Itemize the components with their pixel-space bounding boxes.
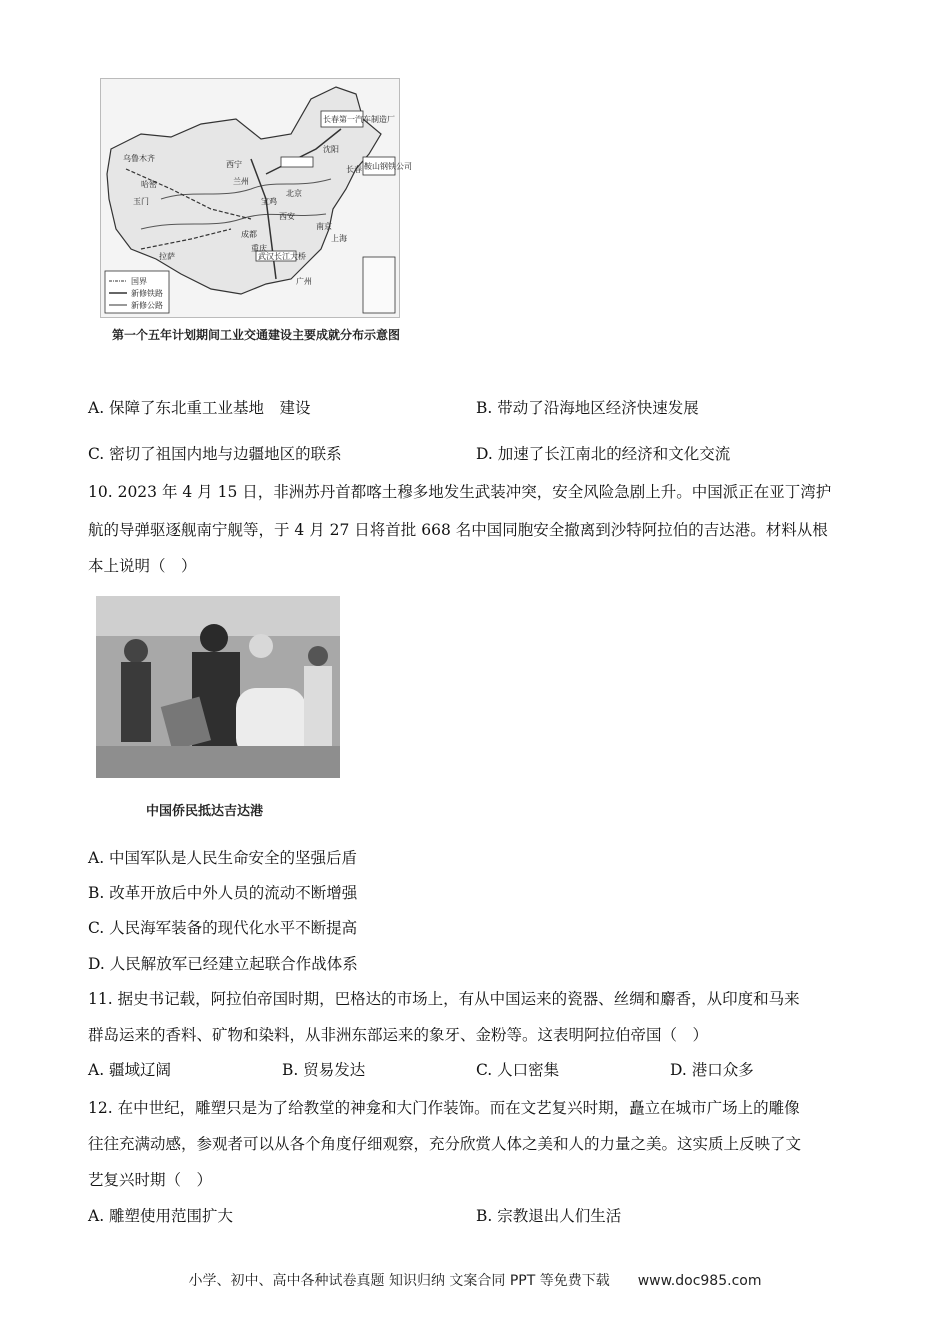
map-label: 乌鲁木齐 xyxy=(123,154,155,163)
q9-option-d: D. 加速了长江南北的经济和文化交流 xyxy=(476,445,731,463)
q10-option-d: D. 人民解放军已经建立起联合作战体系 xyxy=(88,955,358,973)
map-label: 哈密 xyxy=(141,180,157,189)
map-figure xyxy=(100,78,412,318)
map-label: 玉门 xyxy=(133,197,149,206)
q11-option-b: B. 贸易发达 xyxy=(282,1061,366,1079)
china-map-illustration xyxy=(101,79,412,317)
q10-stem-line2: 航的导弹驱逐舰南宁舰等，于 4 月 27 日将首批 668 名中国同胞安全撤离到沙特阿拉伯的吉达港。材料从根 xyxy=(88,521,828,539)
legend-label: 新修铁路 xyxy=(131,289,163,298)
map-label: 拉萨 xyxy=(159,252,175,261)
q9-option-a: A. 保障了东北重工业基地 建设 xyxy=(88,399,311,417)
q11-option-d: D. 港口众多 xyxy=(670,1061,754,1079)
map-label: 长春 xyxy=(346,165,362,174)
q12-stem-line1: 12. 在中世纪，雕塑只是为了给教堂的神龛和大门作装饰。而在文艺复兴时期，矗立在城市广场上的雕像 xyxy=(88,1099,800,1117)
map-label: 成都 xyxy=(241,230,257,239)
map-label: 西宁 xyxy=(226,160,242,169)
map-label: 长春第一汽车制造厂 xyxy=(323,115,395,124)
legend-label: 国界 xyxy=(131,277,147,286)
evacuation-photo xyxy=(96,596,340,778)
legend-label: 新修公路 xyxy=(131,301,163,310)
q10-stem-line1: 10. 2023 年 4 月 15 日，非洲苏丹首都喀土穆多地发生武装冲突，安全风险急剧上升。中国派正在亚丁湾护 xyxy=(88,483,832,501)
q11-option-a: A. 疆域辽阔 xyxy=(88,1061,172,1079)
q10-option-b: B. 改革开放后中外人员的流动不断增强 xyxy=(88,884,358,902)
map-label: 广州 xyxy=(296,277,312,286)
map-label: 兰州 xyxy=(233,177,249,186)
q12-stem-line3: 艺复兴时期（ ） xyxy=(88,1171,213,1189)
q12-option-a: A. 雕塑使用范围扩大 xyxy=(88,1207,234,1225)
map-label: 武汉长江大桥 xyxy=(258,252,306,261)
map-label: 宝鸡 xyxy=(261,197,277,206)
page-footer: 小学、初中、高中各种试卷真题 知识归纳 文案合同 PPT 等免费下载 www.doc985.com xyxy=(188,1273,762,1289)
map-label: 西安 xyxy=(279,212,295,221)
photo-caption: 中国侨民抵达吉达港 xyxy=(146,804,264,819)
q11-stem-line1: 11. 据史书记载，阿拉伯帝国时期，巴格达的市场上，有从中国运来的瓷器、丝绸和麝香，从印度和马来 xyxy=(88,990,800,1008)
map-label: 鞍山钢铁公司 xyxy=(364,162,412,171)
q10-option-a: A. 中国军队是人民生命安全的坚强后盾 xyxy=(88,849,358,867)
map-label: 重庆 xyxy=(251,244,267,253)
map-label: 北京 xyxy=(286,189,302,198)
map-label: 上海 xyxy=(331,234,347,243)
map-label: 沈阳 xyxy=(323,145,339,154)
q10-option-c: C. 人民海军装备的现代化水平不断提高 xyxy=(88,919,358,937)
photo-illustration xyxy=(96,596,340,778)
q9-option-b: B. 带动了沿海地区经济快速发展 xyxy=(476,399,699,417)
q12-stem-line2: 往往充满动感，参观者可以从各个角度仔细观察，充分欣赏人体之美和人的力量之美。这实质上反映了文 xyxy=(88,1135,802,1153)
map-label: 南京 xyxy=(316,222,332,231)
map-caption: 第一个五年计划期间工业交通建设主要成就分布示意图 xyxy=(112,328,401,342)
q12-option-b: B. 宗教退出人们生活 xyxy=(476,1207,622,1225)
q9-option-c: C. 密切了祖国内地与边疆地区的联系 xyxy=(88,445,342,463)
q11-option-c: C. 人口密集 xyxy=(476,1061,560,1079)
south-sea-inset xyxy=(363,257,395,313)
q11-stem-line2: 群岛运来的香料、矿物和染料，从非洲东部运来的象牙、金粉等。这表明阿拉伯帝国（ ） xyxy=(88,1026,709,1044)
q10-stem-line3: 本上说明（ ） xyxy=(88,557,197,575)
